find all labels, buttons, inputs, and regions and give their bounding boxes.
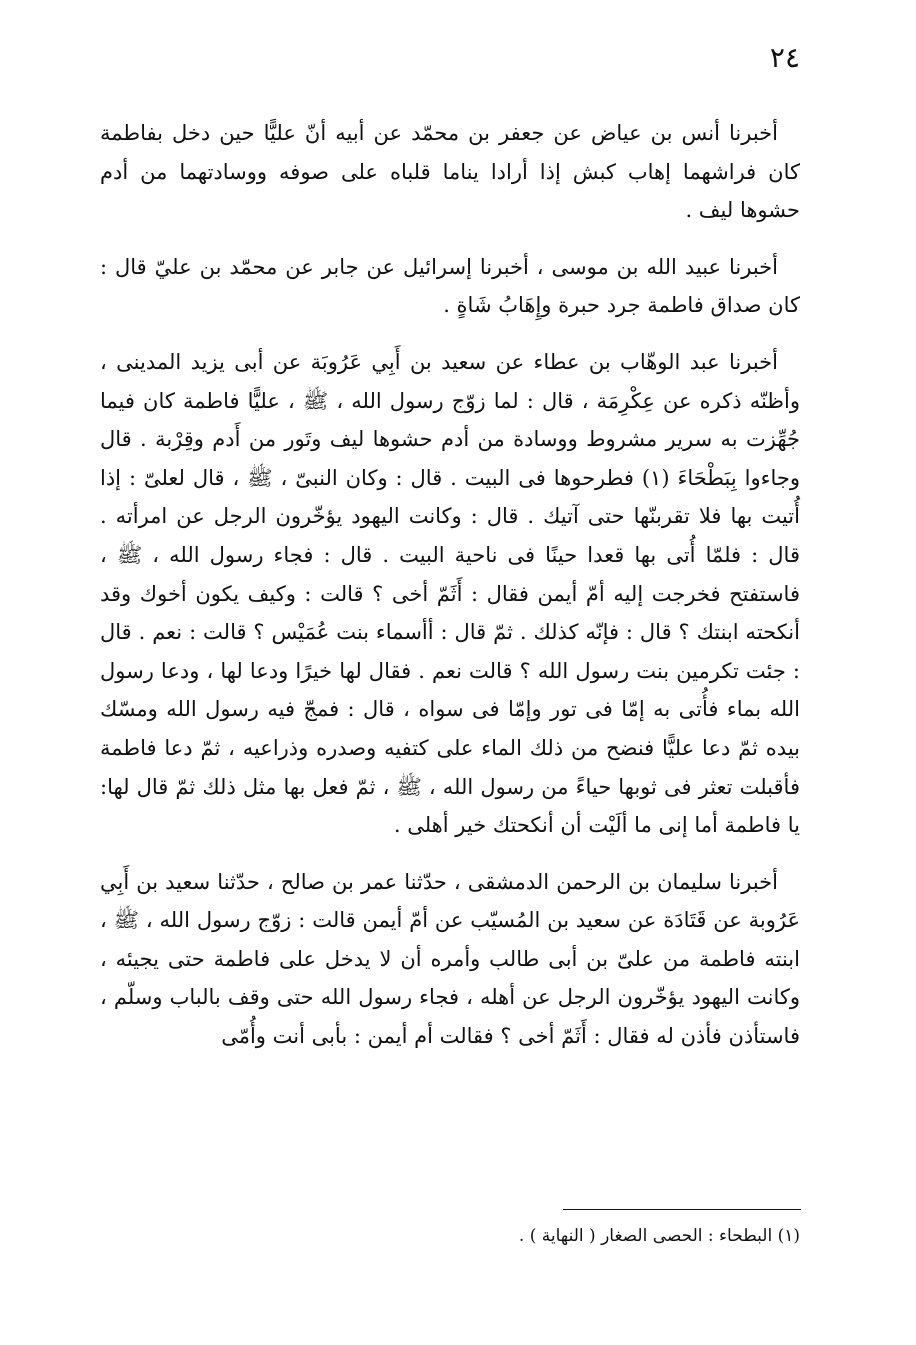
paragraph-1: أخبرنا أنس بن عياض عن جعفر بن محمّد عن أبيه أنّ عليًّا حين دخل بفاطمة كان فراشهما إهاب كبش إذا أرادا يناما قلباه على صوفه ووسادتهما من أدم حشوها ليف . bbox=[100, 121, 800, 223]
footnote: (١) البطحاء : الحصى الصغار ( النهاية ) . bbox=[518, 1226, 800, 1246]
page-number: ٢٤ bbox=[769, 41, 800, 74]
paragraph-4: أخبرنا سليمان بن الرحمن الدمشقى ، حدّثنا عمر بن صالح ، حدّثنا سعيد بن أَبِي عَرُوبة عن قَتَادَة عن سعيد بن المُسيّب عن أمّ أيمن قالت : زوّج رسول الله ، ﷺ ، ابنته فاطمة من علىّ بن أبى طالب وأمره أن لا يدخل على فاطمة حتى يجيئه ، وكانت اليهود يؤخّرون الرجل عن أهله ، فجاء رسول الله حتى وقف بالباب وسلّم ، فاستأذن فأذن له فقال : أَثَمّ أخى ؟ فقالت أم أيمن : بأبى أنت وأُمّى bbox=[100, 869, 800, 1049]
footnote-divider bbox=[563, 1209, 801, 1210]
paragraph-2: أخبرنا عبيد الله بن موسى ، أخبرنا إسرائيل عن جابر عن محمّد بن عليّ قال : كان صداق فاطمة جرد حبرة وإِهَابُ شَاةٍ . bbox=[100, 254, 800, 318]
paragraph-3: أخبرنا عبد الوهّاب بن عطاء عن سعيد بن أَبِي عَرُوبَة عن أبى يزيد المدينى ، وأظنّه ذكره عن عِكْرِمَة ، قال : لما زوّج رسول الله ، ﷺ ، عليًّا فاطمة كان فيما جُهِّزت به سرير مشروط ووسادة من أدم حشوها ليف وتَور من أَدم وقِرْبة . قال وجاءوا بِبَطْحَاءَ (١) فطرحوها فى البيت . قال : وكان النبىّ ، ﷺ ، قال لعلىّ : إذا أُتيت بها فلا تقربنّها حتى آتيك . قال : وكانت اليهود يؤخّرون الرجل عن امرأته . قال : فلمّا أُتى بها قعدا حينًا فى ناحية البيت . قال : فجاء رسول الله ، ﷺ ، فاستفتح فخرجت إليه أمّ أيمن فقال : أَثَمّ أخى ؟ قالت : وكيف يكون أخوك وقد أنكحته ابنتك ؟ قال : فإنّه كذلك . ثمّ قال : أأسماء بنت عُمَيْس ؟ قالت : نعم . قال : جئت تكرمين بنت رسول الله ؟ قالت نعم . فقال لها خيرًا ودعا لها ، ودعا رسول الله بماء فأُتى به إمّا فى تور وإمّا فى سواه ، قال : فمجّ فيه رسول الله ومسّك بيده ثمّ دعا عليًّا فنضح من ذلك الماء على كتفيه وصدره وذراعيه ، ثمّ دعا فاطمة فأقبلت تعثر فى ثوبها حياءً من رسول الله ، ﷺ ، ثمّ فعل بها مثل ذلك ثمّ قال لها: يا فاطمة أما إنى ما ألَيْت أن أنكحتك خير أهلى . bbox=[100, 349, 800, 838]
body-text bbox=[100, 114, 800, 1074]
